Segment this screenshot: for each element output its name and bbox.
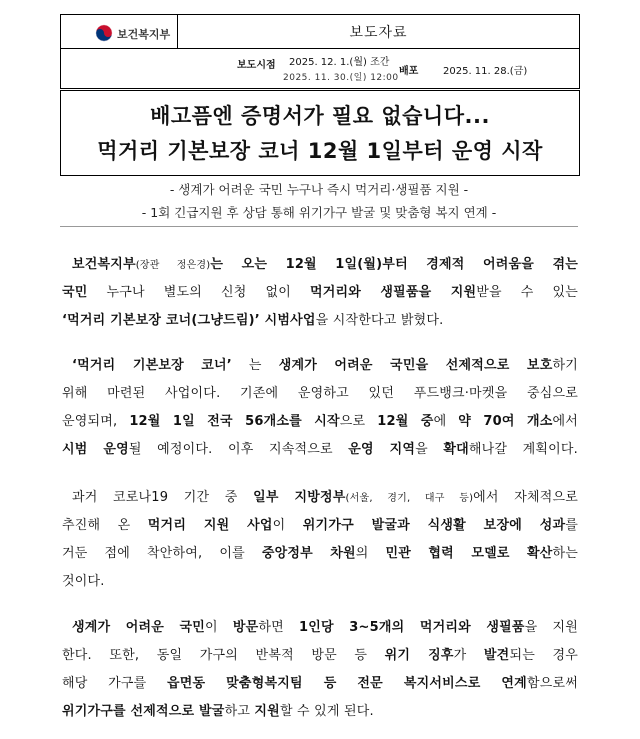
text-run: 민관 협력 모델로 확산 (385, 546, 553, 561)
text-run: 먹거리와 생필품을 지원 (309, 285, 477, 300)
text-run: 을 지원 (524, 620, 578, 635)
logo-text: 보건복지부 (117, 28, 171, 41)
subtitle-1: - 생계가 어려운 국민 누구나 즉시 먹거리·생필품 지원 - (169, 182, 469, 197)
text-run: 과거 코로나19 기간 중 (72, 490, 254, 505)
text-run: 의 (355, 546, 386, 561)
text-run: 위기가구를 선제적으로 발굴 (62, 704, 225, 719)
text-run: 중앙정부 차원 (261, 546, 356, 561)
headline-line-1: 배고픔엔 증명서가 필요 없습니다... (150, 104, 490, 128)
paragraph-3 (62, 484, 578, 596)
text-run: 하면 (258, 620, 300, 635)
headline-box (60, 90, 580, 176)
embargo-date: 2025. 12. 1.(월) 조간 (289, 57, 390, 68)
text-run: 경제적 어려움을 겪는 (426, 257, 578, 272)
text-run: 는 오는 12월 1일(월)부터 (210, 257, 427, 272)
text-run: 국민 (62, 285, 88, 300)
text-run: 를 (565, 518, 579, 533)
text-run: 에 (433, 414, 459, 429)
text-run: 약 70여 개소 (458, 414, 553, 429)
text-run: 먹거리 지원 사업 (147, 518, 273, 533)
paragraph-line (62, 307, 578, 335)
text-run: 하기 (552, 358, 578, 373)
text-run: 하고 (224, 704, 255, 719)
paragraph-line (62, 279, 578, 307)
ministry-logo (61, 15, 178, 49)
paragraph-line (62, 642, 578, 670)
text-run: 방문 (232, 620, 259, 635)
text-run: (서울, 경기, 대구 등) (345, 493, 474, 504)
text-run: 하는 (552, 546, 579, 561)
text-run: 추진해 온 (62, 518, 148, 533)
text-run: 에서 (552, 414, 579, 429)
text-run: 해나갈 계획이다. (468, 442, 578, 457)
text-run: ‘먹거리 기본보장 코너’ (72, 358, 232, 373)
text-run: 거둔 점에 착안하여, 이를 (62, 546, 262, 561)
text-run: 을 시작한다고 밝혔다. (315, 313, 444, 328)
paragraph-line (62, 251, 578, 279)
text-run: 생계가 어려운 국민을 선제적으로 보호 (278, 358, 553, 373)
text-run: 보건복지부 (72, 257, 136, 272)
text-run: 1인당 3~5개의 먹거리와 생필품 (299, 620, 525, 635)
text-run: 시범 운영 (62, 442, 129, 457)
text-run: 12월 1일 전국 56개소를 시작 (129, 414, 340, 429)
text-run: 으로 (339, 414, 378, 429)
headline-line-2: 먹거리 기본보장 코너 12월 1일부터 운영 시작 (97, 139, 543, 163)
paragraph-4 (62, 614, 578, 726)
text-run: 위기 징후 (384, 648, 454, 663)
text-run: 생계가 어려운 국민 (72, 620, 206, 635)
paragraph-line (62, 408, 578, 436)
taegeuk-emblem-icon (95, 24, 113, 42)
press-release-header (60, 14, 580, 89)
text-run: 12월 중 (377, 414, 434, 429)
text-run: 함으로써 (526, 676, 578, 691)
distribution-label: 배포 (399, 66, 419, 77)
paragraph-line (62, 484, 578, 512)
text-run: 될 예정이다. 이후 지속적으로 (128, 442, 349, 457)
paragraph-line (62, 540, 578, 568)
paragraph-line (62, 670, 578, 698)
text-run: 누구나 별도의 신청 없이 (87, 285, 310, 300)
text-run: 는 (231, 358, 279, 373)
paragraph-line (62, 698, 578, 726)
text-run: 할 수 있게 된다. (279, 704, 374, 719)
embargo-label: 보도시점 (237, 60, 276, 71)
text-run: 운영 지역 (348, 442, 416, 457)
paragraph-2 (62, 352, 578, 464)
distribution-date: 2025. 11. 28.(금) (443, 66, 528, 77)
text-run: 읍면동 맞춤형복지팀 등 전문 복지서비스로 연계 (166, 676, 527, 691)
text-run: 이 (272, 518, 303, 533)
text-run: 지원 (254, 704, 280, 719)
paragraph-line (62, 614, 578, 642)
text-run: 받을 수 있는 (476, 285, 578, 300)
paragraph-line: 것이다. (62, 574, 105, 589)
text-run: 운영되며, (62, 414, 130, 429)
text-run: 해당 가구를 (62, 676, 167, 691)
text-run: ‘먹거리 기본보장 코너(그냥드림)’ 시범사업 (62, 313, 316, 328)
text-run: 발견 (483, 648, 510, 663)
text-run: 이 (205, 620, 233, 635)
paragraph-line (62, 436, 578, 464)
text-run: 을 (415, 442, 444, 457)
document-type: 보도자료 (178, 15, 579, 49)
divider (60, 226, 578, 227)
text-run: 확대 (443, 442, 469, 457)
subtitle-2: - 1회 긴급지원 후 상담 통해 위기가구 발굴 및 맞춤형 복지 연계 - (141, 205, 497, 220)
text-run: (장관 정은경) (135, 260, 211, 271)
paragraph-line (62, 352, 578, 380)
text-run: 일부 지방정부 (253, 490, 346, 505)
paragraph-line: 위해 마련된 사업이다. 기존에 운영하고 있던 푸드뱅크·마켓을 중심으로 (62, 386, 578, 401)
text-run: 위기가구 발굴과 식생활 보장에 성과 (302, 518, 566, 533)
text-run: 되는 경우 (509, 648, 578, 663)
text-run: 한다. 또한, 동일 가구의 반복적 방문 등 (62, 648, 385, 663)
embargo-online: 2025. 11. 30.(일) 12:00 (283, 73, 399, 83)
text-run: 에서 자체적으로 (473, 490, 578, 505)
paragraph-1 (62, 251, 578, 335)
text-run: 가 (453, 648, 484, 663)
paragraph-line (62, 512, 578, 540)
